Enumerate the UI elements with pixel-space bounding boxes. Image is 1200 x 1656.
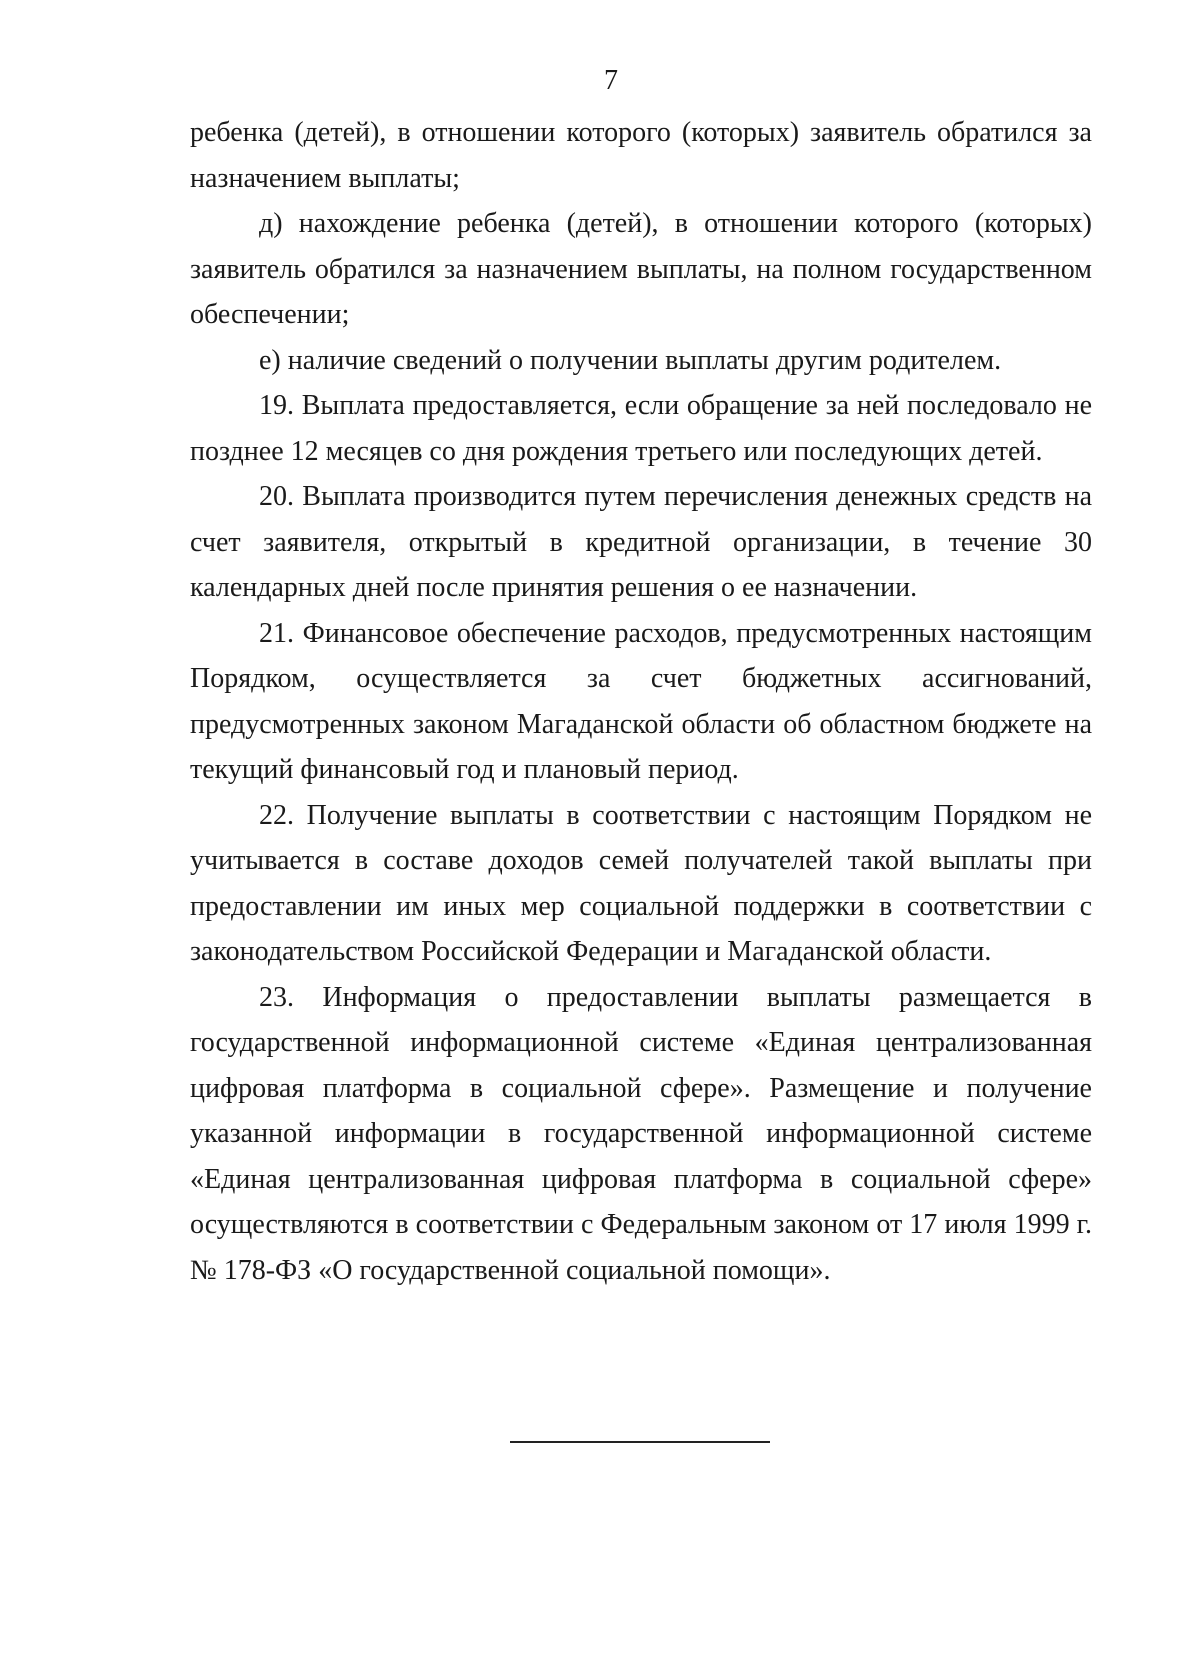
paragraph-19: 19. Выплата предоставляется, если обращение за ней последовало не позднее 12 месяцев со дня рождения третьего или последующих детей.	[190, 390, 1092, 467]
paragraph-20: 20. Выплата производится путем перечисления денежных средств на счет заявителя, открытый в кредитной организации, в течение 30 календарных дней после принятия решения о ее назначении.	[190, 481, 1092, 603]
paragraph-continuation: ребенка (детей), в отношении которого (которых) заявитель обратился за назначением выплаты;	[190, 117, 1092, 194]
end-of-document-rule	[510, 1441, 770, 1443]
paragraph-23: 23. Информация о предоставлении выплаты размещается в государственной информационной системе «Единая централизованная цифровая платформа в социальной сфере». Размещение и получение указанной информации в государственной информационной системе «Единая централизованная цифровая платформа в социальной сфере» осуществляются в соответствии с Федеральным законом от 17 июля 1999 г. № 178-ФЗ «О государственной социальной помощи».	[190, 981, 1092, 1286]
page-number: 7	[604, 65, 618, 96]
paragraph-d: д) нахождение ребенка (детей), в отношении которого (которых) заявитель обратился за назначением выплаты, на полном государственном обеспечении;	[190, 208, 1092, 330]
paragraph-21: 21. Финансовое обеспечение расходов, предусмотренных настоящим Порядком, осуществляется за счет бюджетных ассигнований, предусмотренных законом Магаданской области об областном бюджете на текущий финансовый год и плановый период.	[190, 617, 1092, 785]
paragraph-e: е) наличие сведений о получении выплаты другим родителем.	[259, 344, 1002, 376]
document-body	[190, 110, 1092, 1293]
paragraph-22: 22. Получение выплаты в соответствии с настоящим Порядком не учитывается в составе доходов семей получателей такой выплаты при предоставлении им иных мер социальной поддержки в соответствии с законодательством Российской Федерации и Магаданской области.	[190, 799, 1092, 967]
